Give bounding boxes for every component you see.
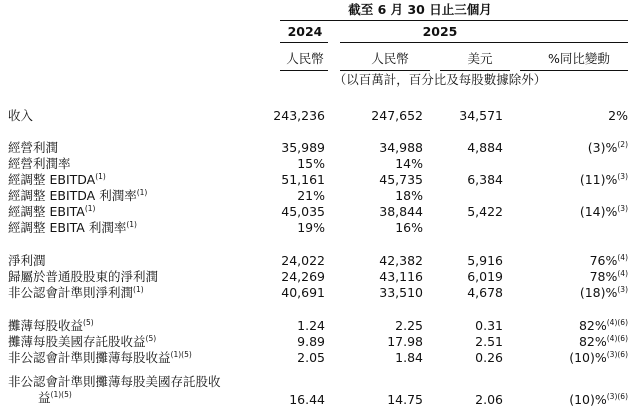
row-value-2024: 16.44 — [289, 392, 325, 407]
row-value-usd: 4,678 — [467, 285, 503, 300]
row-label: 經營利潤 — [8, 140, 59, 155]
row-value-usd: 2.51 — [475, 334, 503, 349]
row-value-yoy: 76%$^{(4)}$ — [589, 253, 628, 268]
period-header: 截至 6 月 30 日止三個月 — [348, 2, 492, 17]
row-value-yoy: (10)%$^{(3)(6)}$ — [569, 392, 628, 407]
row-label: 經調整 EBITA 利潤率$^{(1)}$ — [8, 220, 137, 235]
col-rule-1 — [280, 70, 328, 71]
row-value-usd: 6,384 — [467, 172, 503, 187]
row-value-usd: 5,916 — [467, 253, 503, 268]
row-value-yoy: 82%$^{(4)(6)}$ — [578, 318, 628, 333]
row-value-yoy: (11)%$^{(3)}$ — [579, 172, 628, 187]
col-rule-4 — [520, 70, 628, 71]
row-value-2025: 43,116 — [379, 269, 423, 284]
row-label: 攤薄每股美國存託股收益$^{(5)}$ — [8, 334, 157, 349]
unit-note: （以百萬計，百分比及每股數據除外） — [333, 72, 547, 87]
year-2024-header: 2024 — [287, 24, 323, 39]
row-value-yoy: 82%$^{(4)(6)}$ — [578, 334, 628, 349]
row-label-line1: 非公認會計準則攤薄每股美國存託股收 — [8, 374, 221, 389]
row-value-2024: 24,269 — [281, 269, 325, 284]
row-value-2025: 38,844 — [379, 204, 423, 219]
row-value-yoy: (14)%$^{(3)}$ — [579, 204, 628, 219]
year-2024-rule — [280, 42, 328, 43]
row-value-yoy: (10)%$^{(3)(6)}$ — [569, 350, 628, 365]
row-label-line2: 益$^{(1)(5)}$ — [38, 390, 72, 405]
row-label: 收入 — [8, 108, 34, 123]
header-rule — [280, 20, 628, 21]
row-value-usd: 5,422 — [467, 204, 503, 219]
row-value-2024: 243,236 — [273, 108, 325, 123]
row-value-yoy: 2% — [608, 108, 628, 123]
col-yoy-header: %同比變動 — [548, 51, 610, 66]
row-value-usd: 0.26 — [475, 350, 503, 365]
row-value-2025: 247,652 — [371, 108, 423, 123]
row-value-2025: 18% — [395, 188, 423, 203]
row-value-2025: 1.84 — [395, 350, 423, 365]
row-label: 經營利潤率 — [8, 156, 71, 171]
row-value-2024: 45,035 — [281, 204, 325, 219]
row-label: 非公認會計準則淨利潤$^{(1)}$ — [8, 285, 144, 300]
row-value-2024: 21% — [297, 188, 325, 203]
row-value-2024: 51,161 — [281, 172, 325, 187]
row-value-usd: 4,884 — [467, 140, 503, 155]
row-label: 經調整 EBITA$^{(1)}$ — [8, 204, 96, 219]
row-label: 非公認會計準則攤薄每股收益$^{(1)(5)}$ — [8, 350, 192, 365]
row-value-usd: 0.31 — [475, 318, 503, 333]
row-value-2025: 45,735 — [379, 172, 423, 187]
row-label: 經調整 EBITDA$^{(1)}$ — [8, 172, 106, 187]
row-value-2025: 34,988 — [379, 140, 423, 155]
col-rule-2 — [340, 70, 430, 71]
col-rule-3 — [440, 70, 510, 71]
row-value-2024: 15% — [297, 156, 325, 171]
year-2025-rule — [340, 42, 628, 43]
row-label: 攤薄每股收益$^{(5)}$ — [8, 318, 94, 333]
row-value-2025: 17.98 — [387, 334, 423, 349]
row-value-2024: 40,691 — [281, 285, 325, 300]
row-value-2024: 2.05 — [297, 350, 325, 365]
col-rmb-2025-header: 人民幣 — [371, 51, 409, 66]
col-rmb-2024-header: 人民幣 — [286, 51, 324, 66]
row-value-yoy: (3)%$^{(2)}$ — [587, 140, 628, 155]
row-label: 經調整 EBITDA 利潤率$^{(1)}$ — [8, 188, 148, 203]
row-value-yoy: 78%$^{(4)}$ — [589, 269, 628, 284]
row-value-usd: 34,571 — [459, 108, 503, 123]
row-value-2024: 9.89 — [297, 334, 325, 349]
year-2025-header: 2025 — [422, 24, 458, 39]
row-value-2025: 33,510 — [379, 285, 423, 300]
row-value-2025: 14% — [395, 156, 423, 171]
row-value-usd: 6,019 — [467, 269, 503, 284]
col-usd-header: 美元 — [467, 51, 493, 66]
row-value-2025: 42,382 — [379, 253, 423, 268]
row-value-2024: 35,989 — [281, 140, 325, 155]
row-value-2025: 14.75 — [387, 392, 423, 407]
row-value-2024: 19% — [297, 220, 325, 235]
row-value-yoy: (18)%$^{(3)}$ — [579, 285, 628, 300]
row-label: 淨利潤 — [8, 253, 46, 268]
row-value-2025: 16% — [395, 220, 423, 235]
row-value-2025: 2.25 — [395, 318, 423, 333]
row-label: 歸屬於普通股股東的淨利潤 — [8, 269, 159, 284]
row-value-usd: 2.06 — [475, 392, 503, 407]
row-value-2024: 1.24 — [297, 318, 325, 333]
row-value-2024: 24,022 — [281, 253, 325, 268]
